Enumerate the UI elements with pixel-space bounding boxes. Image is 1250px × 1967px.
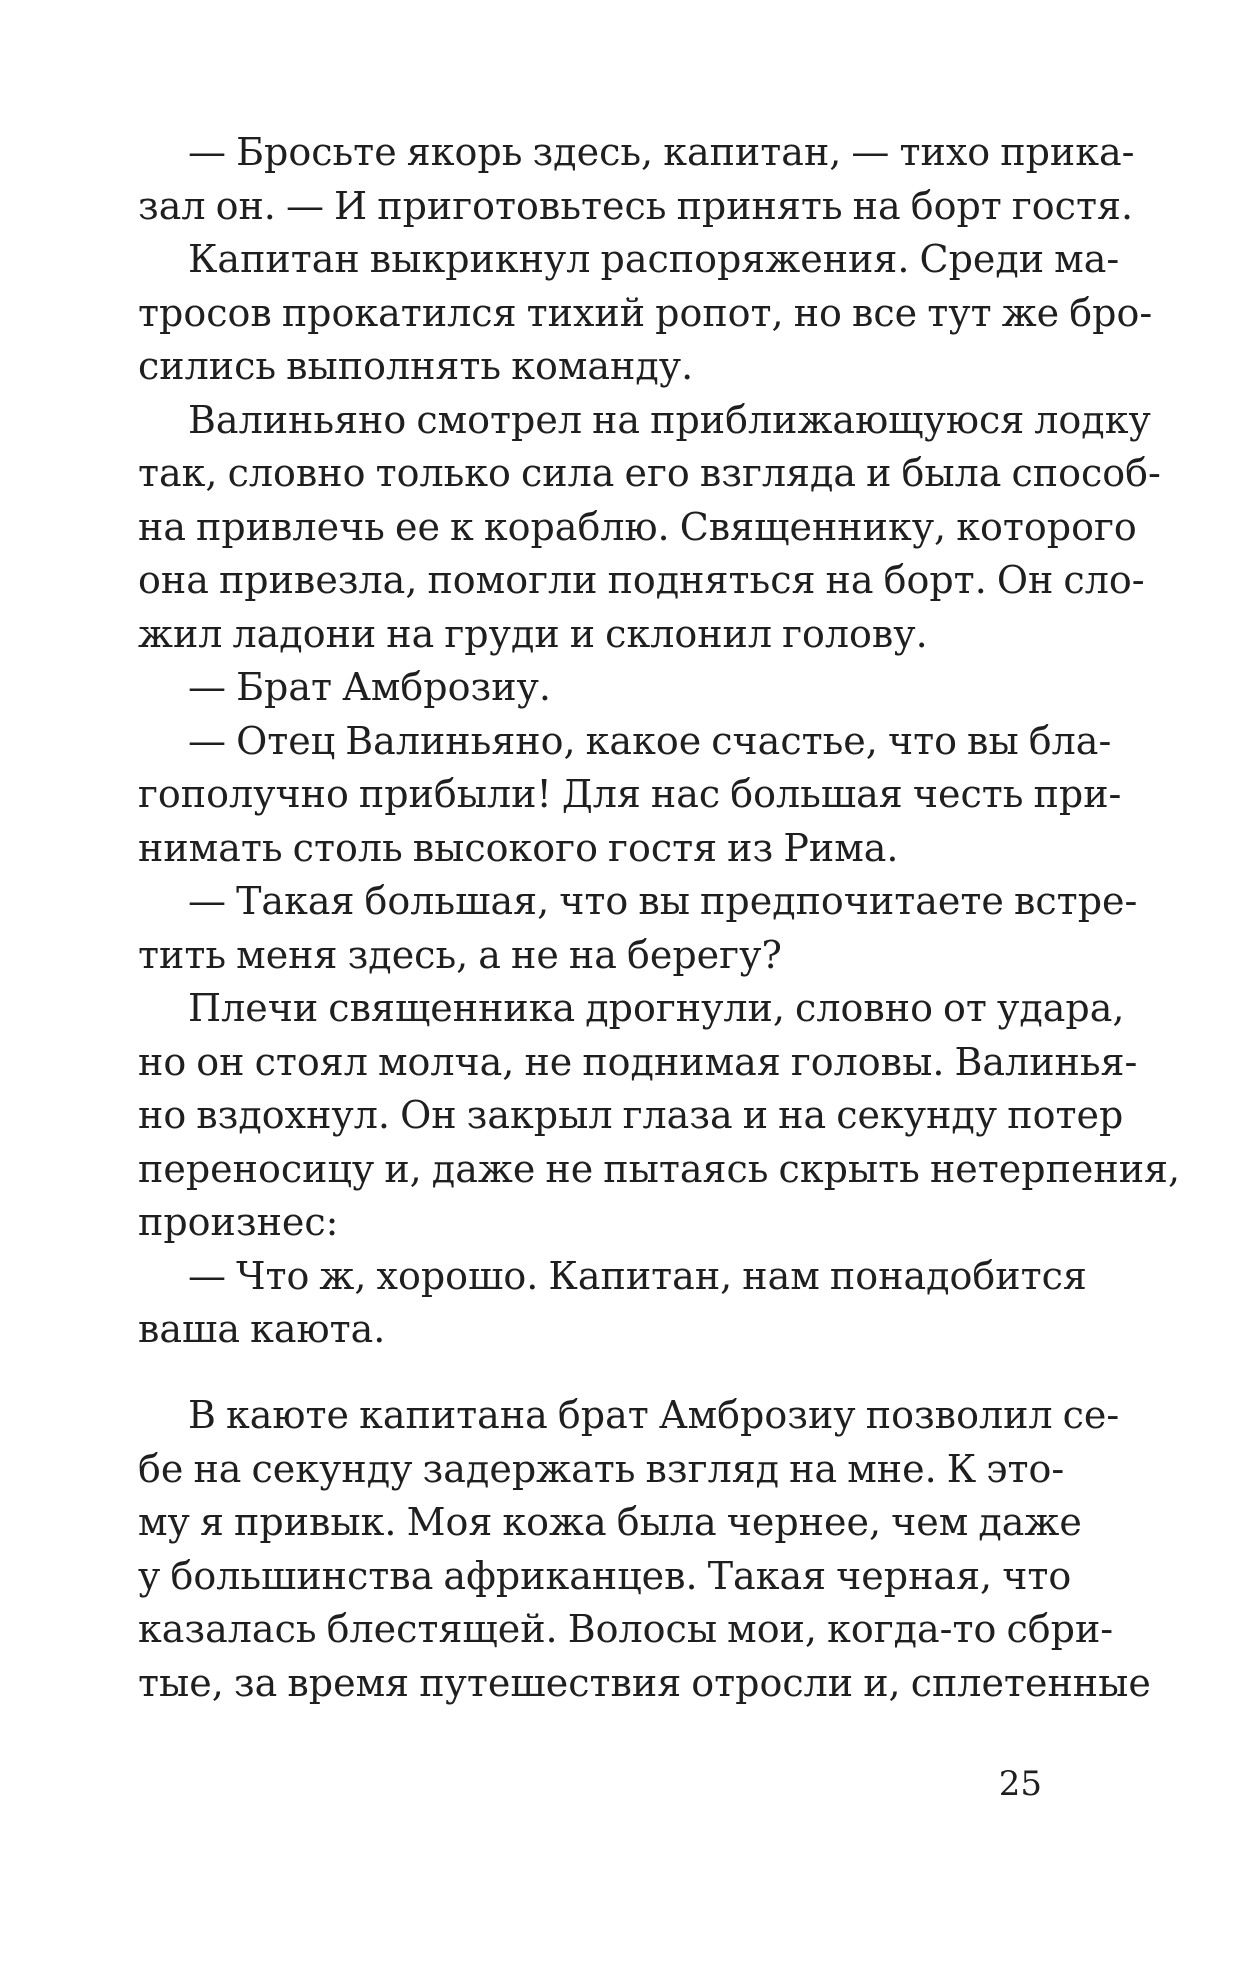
text-line: — Такая большая, что вы предпочитаете встре- bbox=[188, 879, 1138, 923]
text-line: бе на секунду задержать взгляд на мне. К это- bbox=[138, 1446, 1065, 1491]
text-line: так, словно только сила его взгляда и была способ- bbox=[138, 451, 1161, 495]
text-line: Плечи священника дрогнули, словно от удара, bbox=[188, 986, 1125, 1030]
text-line: сились выполнять команду. bbox=[138, 344, 694, 388]
text-line: переносицу и, даже не пытаясь скрыть нетерпения, bbox=[138, 1146, 1181, 1191]
text-line: — Отец Валиньяно, какое счастье, что вы бла- bbox=[188, 718, 1112, 763]
text-line: ваша каюта. bbox=[138, 1307, 386, 1351]
text-line: тые, за время путешествия отросли и, сплетенные bbox=[138, 1660, 1151, 1705]
text-line: но вздохнул. Он закрыл глаза и на секунду потер bbox=[138, 1093, 1124, 1137]
text-line: но он стоял молча, не поднимая головы. Валинья- bbox=[138, 1039, 1138, 1084]
text-line: она привезла, помогли подняться на борт. Он сло- bbox=[138, 558, 1145, 602]
text-line: Капитан выкрикнул распоряжения. Среди ма- bbox=[188, 237, 1120, 281]
text-line: — Бросьте якорь здесь, капитан, — тихо прика- bbox=[188, 130, 1135, 174]
page-number: 25 bbox=[998, 1764, 1042, 1804]
text-line: — Брат Амброзиу. bbox=[188, 665, 551, 709]
text-line: на привлечь ее к кораблю. Священнику, которого bbox=[138, 504, 1137, 549]
text-line: гополучно прибыли! Для нас большая честь при- bbox=[138, 772, 1122, 816]
text-line: у большинства африканцев. Такая черная, что bbox=[138, 1553, 1072, 1598]
text-line: произнес: bbox=[138, 1200, 339, 1244]
text-line: Валиньяно смотрел на приближающуюся лодку bbox=[188, 397, 1151, 442]
text-line: му я привык. Моя кожа была чернее, чем даже bbox=[138, 1500, 1082, 1544]
text-line: тросов прокатился тихий ропот, но все тут же бро- bbox=[138, 290, 1153, 335]
text-line: тить меня здесь, а не на берегу? bbox=[138, 932, 782, 977]
text-block-continued bbox=[138, 1389, 1151, 1710]
text-line: зал он. — И приготовьтесь принять на борт гостя. bbox=[138, 183, 1134, 228]
text-line: жил ладони на груди и склонил голову. bbox=[138, 611, 928, 656]
text-block-main bbox=[138, 126, 1181, 1357]
text-line: — Что ж, хорошо. Капитан, нам понадобится bbox=[188, 1253, 1087, 1298]
text-line: казалась блестящей. Волосы мои, когда-то сбри- bbox=[138, 1607, 1114, 1651]
text-line: В каюте капитана брат Амброзиу позволил се- bbox=[188, 1393, 1120, 1437]
text-line: нимать столь высокого гостя из Рима. bbox=[138, 825, 899, 870]
